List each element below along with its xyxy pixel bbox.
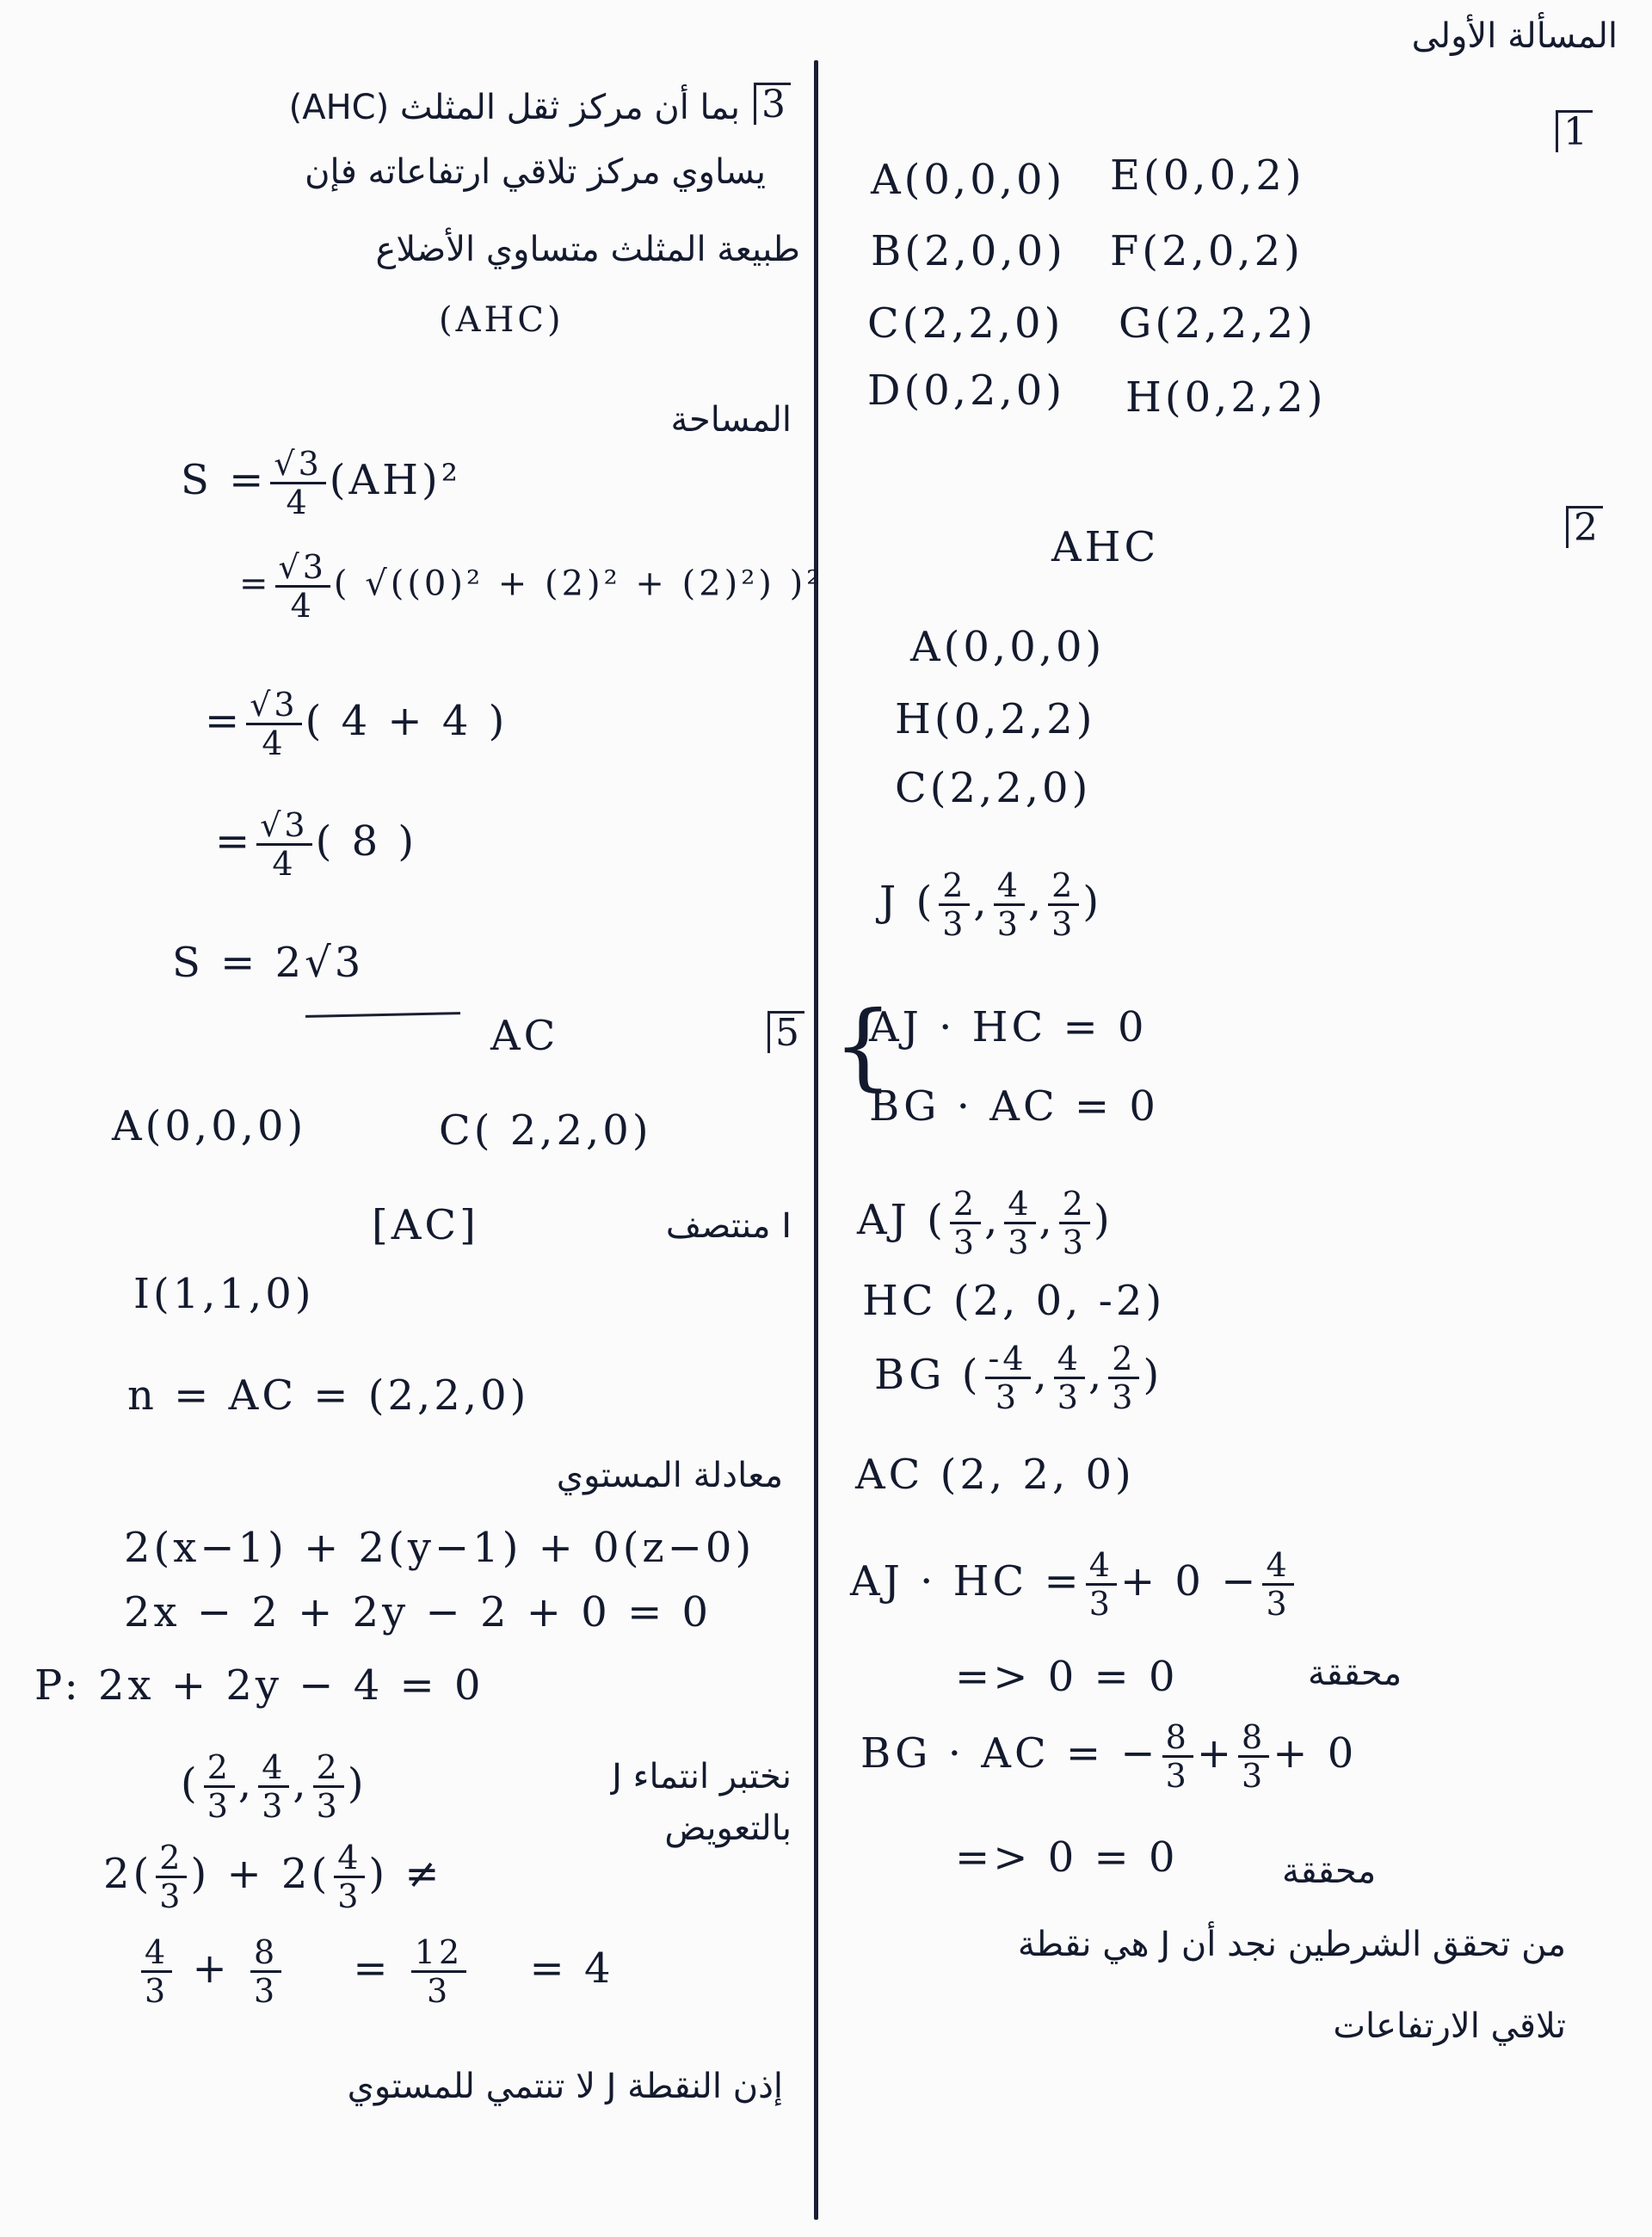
fraction: $\frac{4}{3}$	[258, 1751, 289, 1822]
system-eq-2: BG · AC = 0	[869, 1082, 1159, 1131]
area-step-1: S = $\frac{√3}{4}$ (AH)²	[181, 445, 461, 521]
fraction: $\frac{2}{3}$	[950, 1187, 981, 1259]
point-j-prefix: J (	[879, 878, 936, 926]
fraction: $\frac{4}{3}$	[1054, 1342, 1085, 1414]
segment-ac-label: AC	[490, 1012, 559, 1060]
area-result: S = 2√3	[172, 939, 365, 987]
coord-d: D(0,2,0)	[867, 367, 1066, 415]
point-h: H(0,2,2)	[895, 695, 1096, 743]
fraction: $\frac{2}{3}$	[1048, 869, 1079, 940]
area-step-3: = $\frac{√3}{4}$ ( 4 + 4 )	[205, 686, 509, 762]
fraction: $\frac{4}{3}$	[1086, 1549, 1117, 1620]
fraction: $\frac{4}{3}$	[994, 869, 1025, 940]
area-underline	[305, 1012, 460, 1018]
q3-text-2: يساوي مركز تلاقي ارتفاعاته فإن	[305, 152, 766, 192]
coord-b: B(2,0,0)	[871, 227, 1066, 275]
q3-text-3: طبيعة المثلث متساوي الأضلاع	[375, 230, 800, 269]
fraction: $\frac{8}{3}$	[1162, 1721, 1193, 1792]
point-c: C(2,2,0)	[895, 764, 1092, 812]
fraction: $\frac{2}{3}$	[156, 1841, 187, 1913]
point-j-suffix: )	[1082, 878, 1103, 926]
midpoint-label: I منتصف	[665, 1206, 792, 1246]
plane-eq-3: P: 2x + 2y − 4 = 0	[34, 1661, 484, 1710]
triangle-label: AHC	[1051, 523, 1160, 571]
fraction: $\frac{4}{3}$	[334, 1841, 365, 1913]
conclusion-line-2: تلاقي الارتفاعات	[1333, 2006, 1566, 2046]
coord-c: C(2,2,0)	[867, 299, 1064, 348]
column-divider	[814, 60, 818, 2220]
vector-aj: AJ ( $\frac{2}{3}$ , $\frac{4}{3}$ , $\frac{2}{3}$ )	[857, 1185, 1113, 1261]
midpoint-segment: [AC]	[372, 1201, 479, 1249]
test-label-2: بالتعويض	[664, 1809, 792, 1848]
area-step-4: = $\frac{√3}{4}$ ( 8 )	[215, 806, 418, 883]
fraction: $\frac{√3}{4}$	[246, 688, 301, 760]
q3-text-4: (AHC)	[439, 300, 564, 340]
verified-2: محققة	[1282, 1852, 1377, 1891]
normal-vector: n = AC = (2,2,0)	[127, 1371, 530, 1420]
plane-equation-label: معادلة المستوي	[556, 1456, 783, 1495]
coord-e: E(0,0,2)	[1110, 151, 1305, 200]
fraction: $\frac{4}{3}$	[141, 1936, 172, 2007]
fraction: $\frac{12}{3}$	[411, 1936, 466, 2007]
coord-h: H(0,2,2)	[1125, 373, 1327, 422]
point-i: I(1,1,0)	[133, 1270, 315, 1318]
substitution: 2( $\frac{2}{3}$ ) + 2( $\frac{4}{3}$ ) ≠	[103, 1839, 443, 1915]
system-eq-1: AJ · HC = 0	[869, 1003, 1148, 1051]
vector-bg: BG ( $\frac{-4}{3}$ , $\frac{4}{3}$ , $\frac{2}{3}$ )	[874, 1340, 1163, 1416]
plane-eq-1: 2(x−1) + 2(y−1) + 0(z−0)	[124, 1524, 755, 1572]
coord-a: A(0,0,0)	[871, 156, 1066, 204]
final-conclusion: إذن النقطة J لا تنتمي للمستوي	[347, 2067, 783, 2106]
area-step-2: = $\frac{√3}{4}$ ( √((0)² + (2)² + (2)²) )²	[239, 548, 824, 625]
point-j: J ( $\frac{2}{3}$ , $\frac{4}{3}$ , $\frac{2}{3}$ )	[879, 866, 1103, 943]
fraction: $\frac{4}{3}$	[1004, 1187, 1035, 1259]
dot-product-2: BG · AC = − $\frac{8}{3}$ + $\frac{8}{3}$ + 0	[860, 1718, 1358, 1795]
fraction: $\frac{8}{3}$	[250, 1936, 281, 2007]
result-1: => 0 = 0	[955, 1653, 1179, 1701]
area-label: المساحة	[670, 400, 792, 440]
page-title: المسألة الأولى	[1411, 16, 1618, 56]
fraction: $\frac{2}{3}$	[313, 1751, 344, 1822]
fraction: $\frac{√3}{4}$	[275, 551, 330, 622]
conclusion-line-1: من تحقق الشرطين نجد أن J هي نقطة	[1017, 1925, 1566, 1964]
point-c-left: C( 2,2,0)	[439, 1106, 652, 1155]
point-a-left: A(0,0,0)	[112, 1102, 307, 1150]
system-brace: {	[833, 990, 893, 1100]
point-a: A(0,0,0)	[910, 623, 1106, 671]
coord-g: G(2,2,2)	[1119, 299, 1316, 348]
fraction: $\frac{2}{3}$	[204, 1751, 235, 1822]
vector-hc: HC (2, 0, -2)	[862, 1277, 1166, 1325]
coord-f: F(2,0,2)	[1110, 227, 1304, 275]
question-3-number: 3	[754, 83, 791, 125]
result-2: => 0 = 0	[955, 1833, 1179, 1882]
fraction: $\frac{-4}{3}$	[985, 1342, 1031, 1414]
test-point: ( $\frac{2}{3}$ , $\frac{4}{3}$ , $\frac{2}{3}$ )	[181, 1748, 367, 1825]
sum-line: $\frac{4}{3}$ + $\frac{8}{3}$ = $\frac{12}{3}$ = 4	[138, 1936, 614, 2007]
verified-1: محققة	[1308, 1654, 1402, 1693]
fraction: $\frac{2}{3}$	[1059, 1187, 1090, 1259]
fraction: $\frac{√3}{4}$	[256, 809, 311, 880]
fraction: $\frac{4}{3}$	[1262, 1549, 1293, 1620]
test-label-1: نختبر انتماء J	[612, 1757, 792, 1796]
plane-eq-2: 2x − 2 + 2y − 2 + 0 = 0	[124, 1588, 712, 1636]
fraction: $\frac{√3}{4}$	[270, 447, 325, 519]
fraction: $\frac{8}{3}$	[1238, 1721, 1269, 1792]
question-2-number: 2	[1566, 506, 1603, 548]
question-1-number: 1	[1556, 110, 1593, 152]
fraction: $\frac{2}{3}$	[1108, 1342, 1139, 1414]
question-5-number: 5	[767, 1011, 804, 1053]
q3-text-1: بما أن مركز ثقل المثلث (AHC)	[288, 88, 740, 127]
vector-ac: AC (2, 2, 0)	[855, 1451, 1135, 1499]
dot-product-1: AJ · HC = $\frac{4}{3}$ + 0 − $\frac{4}{3}$	[850, 1549, 1298, 1620]
fraction: $\frac{2}{3}$	[939, 869, 970, 940]
